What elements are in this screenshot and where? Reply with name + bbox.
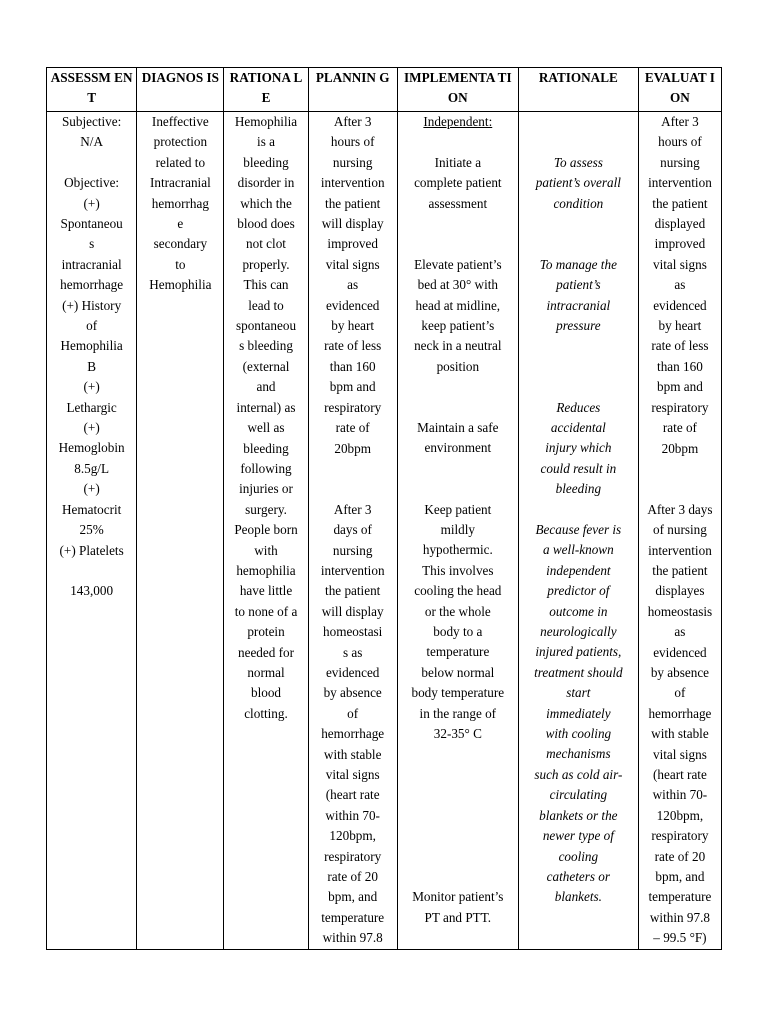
rationale2-line: circulating — [549, 787, 608, 803]
rationale-line: not clot — [246, 236, 286, 252]
planning-line: respiratory — [324, 848, 382, 864]
assessment-line: of — [86, 318, 98, 334]
evaluation-line: intervention — [648, 542, 712, 558]
rationale-line: This can — [243, 277, 289, 293]
header-row — [47, 68, 722, 112]
rationale-line: lead to — [248, 297, 284, 313]
evaluation-line: hours of — [658, 134, 702, 150]
implementation-line — [400, 398, 516, 418]
rationale2-line — [521, 112, 636, 132]
implementation-line: temperature — [426, 644, 490, 660]
rationale2-line: To manage the — [539, 256, 617, 272]
rationale2-line: intracranial — [546, 297, 611, 313]
diagnosis-line: Hemophilia — [149, 277, 212, 293]
rationale-line: bleeding — [243, 154, 289, 170]
rationale2-line: bleeding — [555, 481, 602, 497]
rationale2-line: accidental — [550, 419, 606, 435]
rationale-line: clotting. — [244, 705, 288, 721]
planning-line: rate of — [335, 420, 370, 436]
planning-line: intervention — [320, 562, 385, 578]
planning-line: vital signs — [325, 766, 380, 782]
evaluation-line: displayes — [655, 583, 705, 599]
planning-line: with stable — [323, 746, 382, 762]
rationale-line: s bleeding — [239, 338, 293, 354]
evaluation-line: improved — [654, 236, 706, 252]
rationale2-line: a well-known — [543, 542, 614, 558]
rationale-2-cell — [518, 112, 638, 950]
rationale2-line: immediately — [546, 705, 611, 721]
rationale2-line — [521, 357, 636, 377]
diagnosis-line: hemorrhag — [151, 195, 209, 211]
planning-line: bpm and — [329, 379, 376, 395]
evaluation-line: rate of — [662, 420, 697, 436]
rationale2-line: could result in — [540, 460, 617, 476]
implementation-line: hypothermic. — [422, 542, 493, 558]
table-row — [47, 112, 722, 950]
planning-line: than 160 — [329, 358, 376, 374]
rationale-line: to none of a — [234, 603, 298, 619]
implementation-line — [400, 214, 516, 234]
assessment-line: (+) Platelets — [59, 542, 124, 558]
evaluation-line: After 3 days — [647, 501, 713, 517]
implementation-line: 32-35° C — [433, 726, 482, 742]
planning-line: 120bpm, — [329, 828, 376, 844]
rationale2-line: predictor of — [547, 583, 610, 599]
planning-line: temperature — [321, 909, 385, 925]
planning-line — [311, 479, 395, 499]
diagnosis-line: protection — [153, 134, 208, 150]
rationale2-line: patient’s overall — [535, 175, 621, 191]
rationale-cell — [224, 112, 308, 950]
rationale-line: spontaneou — [235, 318, 297, 334]
implementation-line: PT and PTT. — [424, 909, 492, 925]
evaluation-line: evidenced — [653, 644, 707, 660]
header-evaluation: EVALUAT ION — [638, 68, 721, 112]
rationale-line: blood — [250, 685, 282, 701]
planning-line: the patient — [325, 195, 381, 211]
implementation-line — [400, 234, 516, 254]
diagnosis-cell — [137, 112, 224, 950]
planning-line: respiratory — [324, 399, 382, 415]
implementation-cell — [397, 112, 518, 950]
rationale2-line — [521, 214, 636, 234]
planning-line: evidenced — [325, 664, 380, 680]
implementation-line: Monitor patient’s — [412, 889, 504, 905]
rationale2-line: To assess — [553, 154, 603, 170]
rationale-line: (external — [242, 358, 290, 374]
header-implementation: IMPLEMENTA TION — [397, 68, 518, 112]
implementation-line — [400, 459, 516, 479]
evaluation-line: than 160 — [657, 358, 703, 374]
rationale2-line: injury which — [545, 440, 612, 456]
planning-line: days of — [333, 522, 372, 538]
evaluation-line: of nursing — [653, 522, 707, 538]
planning-line: intervention — [320, 175, 385, 191]
rationale-line: is a — [257, 134, 275, 150]
rationale-line: properly. — [242, 256, 290, 272]
planning-line: within 70- — [325, 807, 380, 823]
evaluation-line: vital signs — [653, 746, 707, 762]
evaluation-line: After 3 — [661, 114, 699, 129]
rationale2-line — [521, 500, 636, 520]
evaluation-line: vital signs — [653, 256, 707, 272]
header-assessment: ASSESSM ENT — [47, 68, 137, 112]
rationale2-line: independent — [546, 562, 611, 578]
planning-line: of — [347, 705, 359, 721]
implementation-line: mildly — [440, 522, 476, 538]
planning-line: rate of 20 — [327, 869, 378, 884]
header-rationale: RATIONA LE — [224, 68, 308, 112]
diagnosis-line: Ineffective — [151, 114, 209, 129]
evaluation-line — [641, 459, 719, 479]
rationale-line: needed for — [238, 644, 295, 660]
assessment-line: Objective: — [64, 175, 120, 191]
evaluation-line: with stable — [651, 726, 709, 742]
evaluation-line: 20bpm — [661, 440, 699, 456]
rationale-line: have little — [239, 583, 293, 599]
rationale2-line: neurologically — [540, 624, 617, 640]
assessment-line: (+) — [83, 379, 100, 395]
rationale2-line: condition — [553, 195, 604, 211]
evaluation-line: bpm and — [657, 379, 703, 395]
implementation-line: Independent: — [423, 114, 493, 129]
diagnosis-line: related to — [155, 154, 206, 170]
rationale-line: protein — [247, 624, 285, 640]
evaluation-line: by heart — [658, 318, 702, 334]
implementation-line: body to a — [433, 624, 483, 640]
evaluation-line: nursing — [660, 154, 700, 170]
planning-line: nursing — [332, 542, 373, 558]
planning-line: (heart rate — [325, 787, 380, 803]
assessment-line: Hemophilia — [60, 338, 123, 354]
evaluation-line: temperature — [648, 889, 712, 905]
assessment-cell — [47, 112, 137, 950]
implementation-line: in the range of — [419, 705, 497, 721]
rationale-line: and — [256, 379, 276, 395]
rationale2-line: blankets. — [554, 889, 602, 905]
assessment-line: Hemoglobin — [58, 440, 125, 456]
evaluation-line: respiratory — [651, 828, 709, 844]
rationale-line: blood does — [237, 216, 295, 232]
assessment-line: N/A — [80, 134, 103, 150]
rationale-line: which the — [240, 195, 292, 211]
implementation-line — [400, 765, 516, 785]
assessment-line: (+) — [83, 420, 100, 436]
implementation-line: assessment — [428, 195, 488, 211]
planning-line: bpm, and — [328, 889, 378, 905]
rationale2-line: such as cold air- — [534, 766, 623, 782]
rationale-line: disorder in — [237, 175, 295, 191]
planning-line: After 3 — [333, 114, 372, 129]
assessment-line: (+) — [83, 481, 100, 497]
rationale2-line: with cooling — [545, 726, 612, 742]
implementation-line: keep patient’s — [421, 318, 495, 334]
evaluation-line: – 99.5 °F) — [653, 930, 707, 946]
diagnosis-line: e — [177, 216, 184, 232]
rationale2-line: newer type of — [542, 828, 614, 844]
implementation-line: Maintain a safe — [417, 420, 499, 436]
rationale2-line: injured patients, — [535, 644, 622, 660]
planning-line: hemorrhage — [321, 726, 385, 742]
planning-line: will display — [321, 216, 384, 232]
evaluation-line: rate of less — [651, 338, 709, 354]
assessment-line — [49, 153, 134, 173]
evaluation-line: displayed — [654, 216, 706, 232]
rationale-line: bleeding — [243, 440, 289, 456]
rationale-line: surgery. — [245, 501, 287, 517]
planning-line: within 97.8 — [322, 930, 383, 946]
assessment-line: (+) — [83, 195, 100, 211]
header-diagnosis: DIAGNOS IS — [137, 68, 224, 112]
evaluation-line: within 70- — [652, 787, 708, 803]
implementation-line: position — [436, 358, 480, 374]
implementation-line: below normal — [421, 664, 495, 680]
assessment-line: Spontaneou — [60, 216, 123, 232]
planning-line: 20bpm — [334, 440, 371, 456]
nursing-care-plan-table — [46, 67, 722, 950]
implementation-line: bed at 30° with — [417, 277, 498, 293]
evaluation-line: the patient — [652, 195, 708, 211]
assessment-line: B — [87, 358, 97, 374]
planning-line: by absence — [323, 685, 382, 701]
implementation-line — [400, 479, 516, 499]
rationale2-line — [521, 234, 636, 254]
evaluation-line: by absence — [650, 664, 710, 680]
planning-line: hours of — [330, 134, 375, 150]
assessment-line: Subjective: — [61, 114, 122, 129]
assessment-line — [49, 561, 134, 581]
implementation-line — [400, 377, 516, 397]
evaluation-line: evidenced — [653, 297, 707, 313]
rationale2-line: outcome in — [549, 603, 608, 619]
implementation-line — [400, 826, 516, 846]
rationale2-line: blankets or the — [539, 807, 618, 823]
evaluation-cell — [638, 112, 721, 950]
rationale-line: with — [254, 542, 278, 558]
assessment-line: (+) History — [62, 297, 122, 313]
implementation-line — [400, 785, 516, 805]
diagnosis-line: secondary — [153, 236, 208, 252]
implementation-line: environment — [424, 440, 492, 456]
rationale2-line — [521, 132, 636, 152]
rationale2-line: start — [566, 685, 591, 701]
evaluation-line: rate of 20 — [654, 848, 706, 864]
implementation-line — [400, 744, 516, 764]
assessment-line: Hematocrit — [61, 501, 122, 517]
evaluation-line: respiratory — [651, 399, 709, 415]
diagnosis-line: Intracranial — [149, 175, 211, 191]
rationale-line: Hemophilia — [234, 114, 298, 129]
evaluation-line: hemorrhage — [648, 705, 712, 721]
implementation-line: complete patient — [414, 175, 502, 191]
implementation-line: body temperature — [411, 685, 505, 701]
assessment-line: intracranial — [61, 256, 122, 272]
rationale2-line — [521, 377, 636, 397]
assessment-line: s — [89, 236, 95, 252]
evaluation-line: (heart rate — [653, 766, 707, 782]
rationale-line: hemophilia — [236, 562, 296, 578]
rationale2-line: patient’s — [556, 277, 601, 293]
rationale-line: well as — [247, 420, 285, 436]
evaluation-line: as — [674, 277, 686, 293]
planning-line — [311, 459, 395, 479]
evaluation-line: within 97.8 — [649, 909, 710, 925]
diagnosis-line: to — [175, 256, 186, 272]
rationale2-line: Because fever is — [535, 522, 622, 537]
assessment-line: 143,000 — [70, 583, 114, 599]
implementation-line — [400, 846, 516, 866]
evaluation-line: 120bpm, — [656, 807, 704, 823]
implementation-line — [400, 132, 516, 152]
evaluation-line: as — [674, 624, 686, 640]
implementation-line: This involves — [422, 562, 494, 578]
rationale2-line: catheters or — [546, 868, 611, 884]
planning-line: by heart — [331, 318, 375, 334]
planning-line: homeostasi — [323, 624, 383, 640]
assessment-line: hemorrhage — [60, 277, 124, 293]
planning-line: vital signs — [325, 256, 380, 272]
implementation-line: Initiate a — [434, 154, 482, 170]
assessment-line: 8.5g/L — [74, 460, 110, 476]
planning-line: the patient — [325, 583, 381, 599]
evaluation-line — [641, 479, 719, 499]
planning-line: s as — [342, 644, 363, 660]
rationale-line: internal) as — [236, 399, 296, 415]
implementation-line — [400, 806, 516, 826]
rationale-line: following — [240, 460, 292, 476]
implementation-line: Keep patient — [424, 501, 492, 517]
rationale2-line: treatment should — [534, 664, 623, 680]
planning-line: evidenced — [325, 297, 380, 313]
evaluation-line: intervention — [648, 175, 712, 191]
evaluation-line: the patient — [652, 562, 708, 578]
assessment-line: 25% — [79, 522, 104, 538]
rationale2-line: cooling — [558, 848, 599, 864]
planning-line: will display — [321, 603, 384, 619]
rationale-line: People born — [234, 522, 298, 538]
rationale2-line: Reduces — [556, 399, 601, 415]
rationale2-line: pressure — [556, 318, 601, 333]
evaluation-line: of — [674, 685, 686, 701]
implementation-line: neck in a neutral — [414, 338, 502, 354]
implementation-line: head at midline, — [415, 297, 501, 313]
planning-line: rate of less — [324, 338, 382, 354]
implementation-line: or the whole — [424, 603, 491, 619]
rationale2-line — [521, 336, 636, 356]
planning-line: After 3 — [333, 501, 372, 517]
header-rationale-2: RATIONALE — [518, 68, 638, 112]
rationale-line: injuries or — [239, 481, 293, 497]
implementation-line — [400, 867, 516, 887]
header-planning: PLANNIN G — [308, 68, 397, 112]
planning-line: improved — [327, 236, 378, 252]
planning-cell — [308, 112, 397, 950]
implementation-line: cooling the head — [414, 583, 502, 599]
rationale2-line: mechanisms — [546, 746, 611, 762]
planning-line: nursing — [332, 154, 373, 170]
evaluation-line: bpm, and — [655, 869, 705, 884]
implementation-line: Elevate patient’s — [414, 256, 502, 272]
evaluation-line: homeostasis — [647, 603, 713, 619]
rationale-line: normal — [247, 664, 285, 680]
assessment-line: Lethargic — [66, 399, 117, 415]
planning-line: as — [347, 277, 359, 293]
